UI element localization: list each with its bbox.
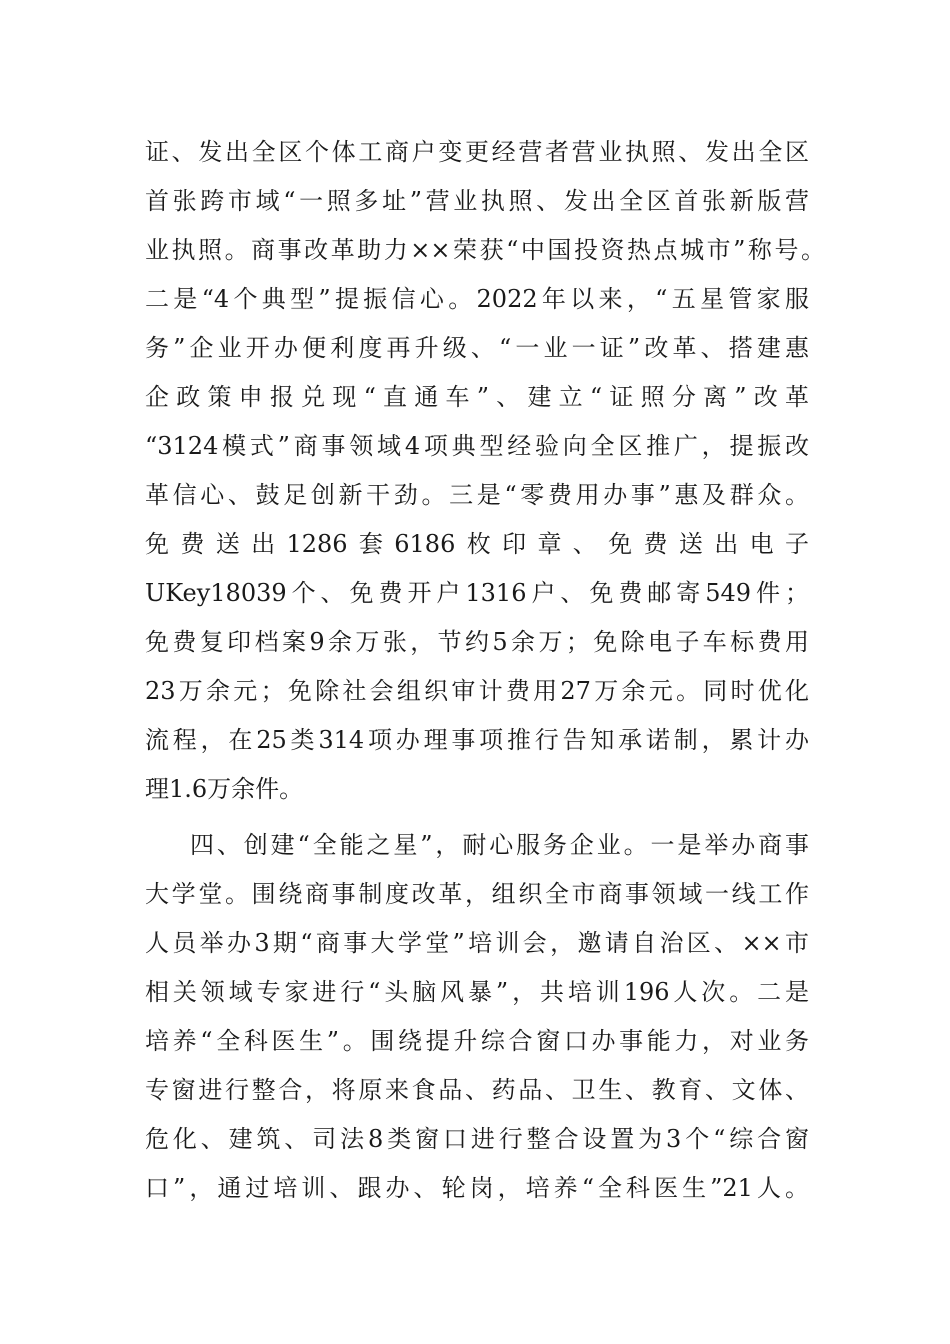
text-line: 专窗进行整合，将原来食品、药品、卫生、教育、文体、 — [145, 1076, 809, 1104]
text-line: 危化、建筑、司法8类窗口进行整合设置为3个“综合窗 — [145, 1125, 809, 1153]
text-line: 人员举办3期“商事大学堂”培训会，邀请自治区、××市 — [145, 929, 809, 957]
text-line: 首张跨市域“一照多址”营业执照、发出全区首张新版营 — [145, 187, 809, 215]
text-line: 业执照。商事改革助力××荣获“中国投资热点城市”称号。 — [145, 236, 825, 264]
text-line: 免费复印档案9余万张，节约5余万；免除电子车标费用 — [145, 628, 809, 656]
text-line: 证、发出全区个体工商户变更经营者营业执照、发出全区 — [145, 138, 809, 166]
text-line: UKey18039个、免费开户1316户、免费邮寄549件； — [145, 579, 809, 607]
text-line: “3124模式”商事领域4项典型经验向全区推广，提振改 — [145, 432, 809, 460]
text-line: 23万余元；免除社会组织审计费用27万余元。同时优化 — [145, 677, 809, 705]
text-line: 二是“4个典型”提振信心。2022年以来，“五星管家服 — [145, 285, 809, 313]
text-line: 相关领域专家进行“头脑风暴”，共培训196人次。二是 — [145, 978, 809, 1006]
text-line: 务”企业开办便利度再升级、“一业一证”改革、搭建惠 — [145, 334, 809, 362]
text-line: 大学堂。围绕商事制度改革，组织全市商事领域一线工作 — [145, 880, 809, 908]
paragraph-first-line: 四、创建“全能之星”，耐心服务企业。一是举办商事 — [190, 831, 809, 859]
text-line: 企政策申报兑现“直通车”、建立“证照分离”改革 — [145, 383, 809, 411]
text-line: 口”，通过培训、跟办、轮岗，培养“全科医生”21人。 — [145, 1174, 809, 1202]
text-line: 培养“全科医生”。围绕提升综合窗口办事能力，对业务 — [145, 1027, 809, 1055]
text-line: 免费送出1286套6186枚印章、免费送出电子 — [145, 530, 809, 558]
text-line: 理1.6万余件。 — [145, 775, 304, 803]
text-line: 革信心、鼓足创新干劲。三是“零费用办事”惠及群众。 — [145, 481, 809, 509]
text-line: 流程，在25类314项办理事项推行告知承诺制，累计办 — [145, 726, 809, 754]
